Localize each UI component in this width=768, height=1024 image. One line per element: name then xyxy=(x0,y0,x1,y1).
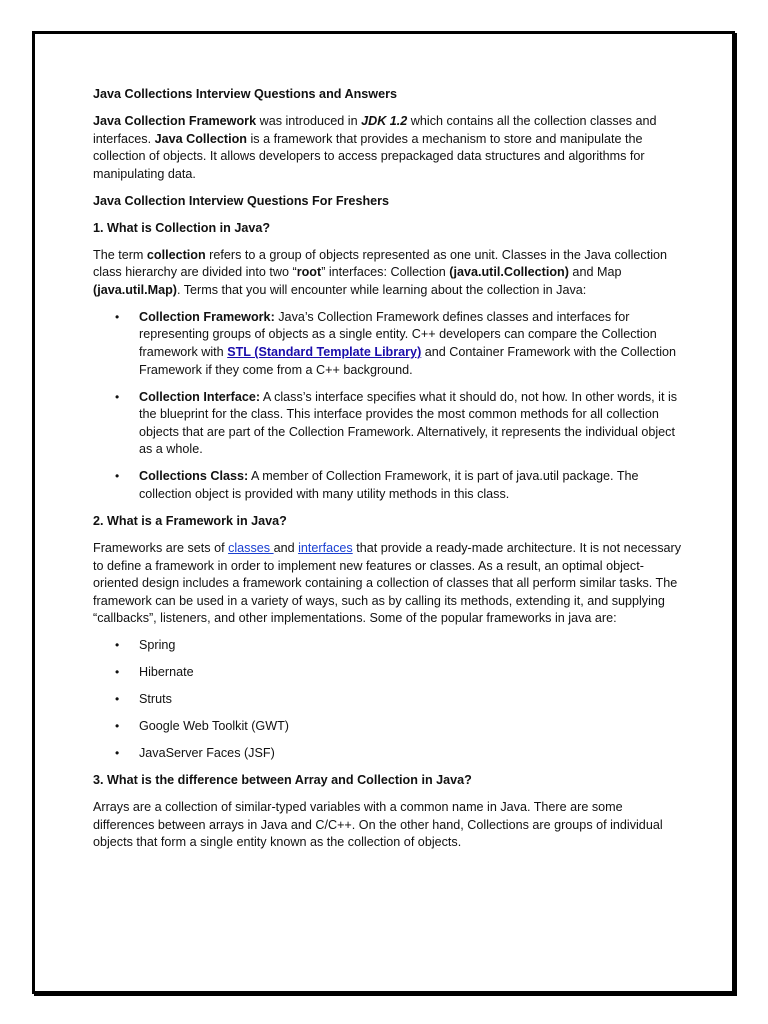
intro-paragraph: Java Collection Framework was introduced in JDK 1.2 which contains all the collection classes and interfaces. Java Collection is a framework that provides a mechanism to store and manipulate the collection of objects. It allows developers to access prepackaged data structures and algorithms for manipulating data. xyxy=(93,113,657,181)
list-item-collection-interface: • Collection Interface: A class’s interface specifies what it should do, not how. In other words, it is the blueprint for the class. This interface provides the most common methods for all collection objects that are part of the Collection Framework. Alternatively, it represents the individual object as a whole. xyxy=(139,389,683,459)
q3-paragraph: Arrays are a collection of similar-typed variables with a common name in Java. There are some differences between arrays in Java and C/C++. On the other hand, Collections are groups of individual objects that form a single entity known as the collection of objects. xyxy=(93,800,663,850)
interfaces-link[interactable]: interfaces xyxy=(298,540,353,555)
list-item: • Spring xyxy=(139,637,683,655)
document-content xyxy=(93,86,683,861)
list-item-collection-framework: • Collection Framework: Java’s Collection Framework defines classes and interfaces for representing groups of objects as a single entity. C++ developers can compare the Collection framework with STL (Standard Template Library) and Container Framework with the Collection Framework if they come from a C++ background. xyxy=(139,309,683,379)
frameworks-list xyxy=(93,637,683,763)
intro-bold-2: Java Collection xyxy=(154,131,247,146)
document-title: Java Collections Interview Questions and Answers xyxy=(93,87,397,101)
freshers-heading: Java Collection Interview Questions For Freshers xyxy=(93,193,390,208)
list-item-collections-class: • Collections Class: A member of Collection Framework, it is part of java.util package. The collection object is provided with many utility methods in this class. xyxy=(139,468,683,503)
list-item: • JavaServer Faces (JSF) xyxy=(139,745,683,763)
q3-heading: 3. What is the difference between Array and Collection in Java? xyxy=(93,773,472,788)
list-item: • Struts xyxy=(139,691,683,709)
classes-link[interactable]: classes xyxy=(228,540,274,555)
list-item: • Hibernate xyxy=(139,664,683,682)
q1-bullet-list xyxy=(93,309,683,504)
stl-link[interactable]: STL (Standard Template Library) xyxy=(227,345,422,360)
q1-paragraph: The term collection refers to a group of objects represented as one unit. Classes in the Java collection class hierarchy are divided into two “root” interfaces: Collection (java.util.Collection) and Map (java.util.Map). Terms that you will encounter while learning about the collection in Java: xyxy=(93,247,668,297)
q2-heading: 2. What is a Framework in Java? xyxy=(93,514,287,528)
intro-jdk-version: JDK 1.2 xyxy=(361,113,408,128)
q1-heading: 1. What is Collection in Java? xyxy=(93,220,271,235)
list-item: • Google Web Toolkit (GWT) xyxy=(139,718,683,736)
intro-bold-1: Java Collection Framework xyxy=(93,113,257,128)
q2-paragraph: Frameworks are sets of classes and interfaces that provide a ready-made architecture. It is not necessary to define a framework in order to implement new features or classes. As a result, an optimal object-oriented design includes a framework containing a collection of classes that all perform similar tasks. The framework can be used in a variety of ways, such as by calling its methods, extending it, and supplying “callbacks”, listeners, and other implementations. Some of the popular frameworks in java are: xyxy=(93,540,682,626)
